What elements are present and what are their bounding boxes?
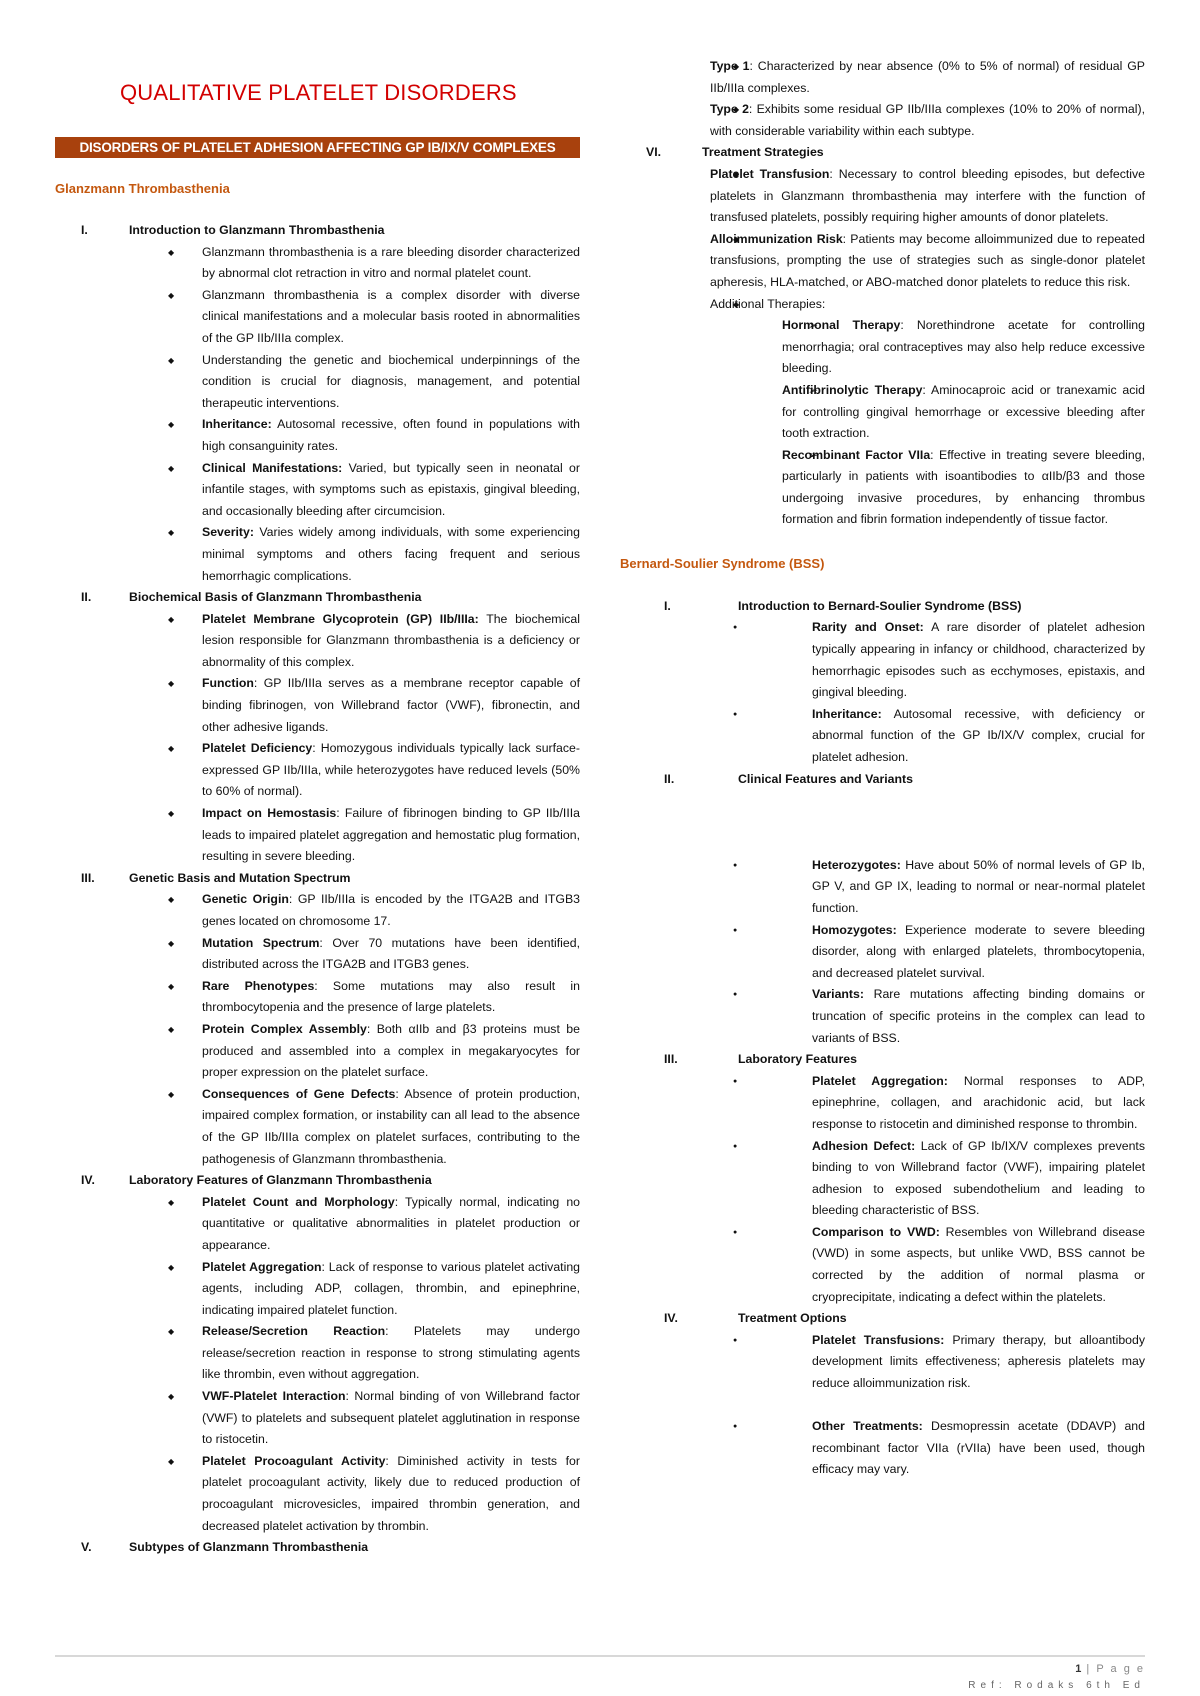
- list-item: ◆ Inheritance: Autosomal recessive, often found in populations with high consanguinity rates.: [55, 414, 580, 457]
- list-item: ◆ Platelet Count and Morphology: Typically normal, indicating no quantitative or qualitative abnormalities in platelet production or appearance.: [55, 1192, 580, 1257]
- section-heading-glanzmann: Glanzmann Thrombasthenia: [55, 181, 230, 196]
- gt-heading-2: II. Biochemical Basis of Glanzmann Thrombasthenia: [81, 590, 422, 605]
- gt-list-1: [55, 242, 580, 588]
- footer-divider: [55, 1655, 1145, 1657]
- gt-heading-4: IV. Laboratory Features of Glanzmann Thrombasthenia: [81, 1173, 432, 1188]
- gt-heading-6: VI. Treatment Strategies: [646, 145, 824, 160]
- bss-list-3: [620, 1071, 1145, 1309]
- list-item: ◆ Platelet Aggregation: Lack of response to various platelet activating agents, including ADP, collagen, thrombin, and epinephrine, indicating impaired platelet function.: [55, 1257, 580, 1322]
- list-item: ● Platelet Transfusions: Primary therapy, but alloantibody development limits effectiveness; apheresis platelets may reduce alloimmunization risk.: [620, 1330, 1145, 1395]
- bss-heading-2: II. Clinical Features and Variants: [664, 771, 913, 786]
- list-item: ◆ Platelet Deficiency: Homozygous individuals typically lack surface-expressed GP IIb/IIIa, while heterozygotes have reduced levels (50% to 60% of normal).: [55, 738, 580, 803]
- right-column: [620, 56, 1145, 1481]
- list-item: ● Comparison to VWD: Resembles von Willebrand disease (VWD) in some aspects, but unlike VWD, BSS cannot be corrected by the addition of normal plasma or cryoprecipitate, indicating a defect within the platelets.: [620, 1222, 1145, 1308]
- list-item: ◆ Type 2: Exhibits some residual GP IIb/IIIa complexes (10% to 20% of normal), with considerable variability within each subtype.: [620, 99, 1145, 142]
- bss-heading-3: III. Laboratory Features: [664, 1052, 857, 1067]
- list-item: ◆ Genetic Origin: GP IIb/IIIa is encoded by the ITGA2B and ITGB3 genes located on chromosome 17.: [55, 889, 580, 932]
- page-number: 1 | P a g e: [1075, 1663, 1145, 1675]
- gt-list-2: [55, 609, 580, 868]
- list-item: ◆ Consequences of Gene Defects: Absence of protein production, impaired complex formation, or instability can all lead to the absence of the GP IIb/IIIa complex on platelet surfaces, contributing to the pathogenesis of Glanzmann thrombasthenia.: [55, 1084, 580, 1170]
- list-item: ◆ Additional Therapies:: [620, 294, 1145, 316]
- gt-sublist-6: [620, 315, 1145, 531]
- list-item: ◆ Platelet Procoagulant Activity: Diminished activity in tests for platelet procoagulant activity, likely due to reduced production of procoagulant microvesicles, impaired thrombin generation, and decreased platelet activation by thrombin.: [55, 1451, 580, 1537]
- gt-list-4: [55, 1192, 580, 1538]
- list-item: ◆ Severity: Varies widely among individuals, with some experiencing minimal symptoms and others facing frequent and serious hemorrhagic complications.: [55, 522, 580, 587]
- list-item: ◆ Glanzmann thrombasthenia is a rare bleeding disorder characterized by abnormal clot retraction in vitro and normal platelet count.: [55, 242, 580, 285]
- bss-heading-1: I. Introduction to Bernard-Soulier Syndrome (BSS): [664, 598, 1022, 613]
- list-item: ◆ VWF-Platelet Interaction: Normal binding of von Willebrand factor (VWF) to platelets and subsequent platelet agglutination in response to ristocetin.: [55, 1386, 580, 1451]
- footer-reference: Ref: Rodaks 6th Ed: [968, 1680, 1145, 1691]
- list-item: ◆ Function: GP IIb/IIIa serves as a membrane receptor capable of binding fibrinogen, von Willebrand factor (VWF), fibronectin, and other adhesive ligands.: [55, 673, 580, 738]
- list-item: ◆ Platelet Transfusion: Necessary to control bleeding episodes, but defective platelets in Glanzmann thrombasthenia may interfere with the function of transfused platelets, possibly requiring higher amounts of donor platelets.: [620, 164, 1145, 229]
- list-item: ◆ Understanding the genetic and biochemical underpinnings of the condition is crucial for diagnosis, management, and potential therapeutic interventions.: [55, 350, 580, 415]
- list-item: ◆ Mutation Spectrum: Over 70 mutations have been identified, distributed across the ITGA2B and ITGB3 genes.: [55, 933, 580, 976]
- gt-heading-3: III. Genetic Basis and Mutation Spectrum: [81, 870, 351, 885]
- gt-heading-1: I. Introduction to Glanzmann Thrombasthenia: [81, 223, 385, 237]
- list-item: ◆ Impact on Hemostasis: Failure of fibrinogen binding to GP IIb/IIIa leads to impaired platelet aggregation and hemostatic plug formation, resulting in severe bleeding.: [55, 803, 580, 868]
- list-item: ◆ Type 1: Characterized by near absence (0% to 5% of normal) of residual GP IIb/IIIa complexes.: [620, 56, 1145, 99]
- gt-heading-5: V. Subtypes of Glanzmann Thrombasthenia: [81, 1540, 369, 1555]
- list-item: ● Rarity and Onset: A rare disorder of platelet adhesion typically appearing in infancy or childhood, characterized by hemorrhagic episodes such as ecchymoses, epistaxis, and gingival bleeding.: [620, 617, 1145, 703]
- list-item: ➢ Hormonal Therapy: Norethindrone acetate for controlling menorrhagia; oral contraceptives may also help reduce excessive bleeding.: [620, 315, 1145, 380]
- bss-list-1: [620, 617, 1145, 768]
- list-item: ➢ Recombinant Factor VIIa: Effective in treating severe bleeding, particularly in patients with isoantibodies to αIIb/β3 and those undergoing invasive procedures, by enhancing thrombus formation and fibrin formation independently of tissue factor.: [620, 445, 1145, 531]
- bss-heading-4: IV. Treatment Options: [664, 1311, 847, 1326]
- section-heading-bss: Bernard-Soulier Syndrome (BSS): [620, 555, 825, 571]
- list-item: ● Heterozygotes: Have about 50% of normal levels of GP Ib, GP V, and GP IX, leading to normal or near-normal platelet function.: [620, 855, 1145, 920]
- list-item: ● Inheritance: Autosomal recessive, with deficiency or abnormal function of the GP Ib/IX/V complex, crucial for platelet adhesion.: [620, 704, 1145, 769]
- list-item: ➢ Antifibrinolytic Therapy: Aminocaproic acid or tranexamic acid for controlling gingival hemorrhage or excessive bleeding after tooth extraction.: [620, 380, 1145, 445]
- list-item: ● Other Treatments: Desmopressin acetate (DDAVP) and recombinant factor VIIa (rVIIa) have been used, though efficacy may vary.: [620, 1416, 1145, 1481]
- gt-list-5: [620, 56, 1145, 142]
- list-item: ● Variants: Rare mutations affecting binding domains or truncation of specific proteins in the complex can lead to variants of BSS.: [620, 984, 1145, 1049]
- list-item: ◆ Rare Phenotypes: Some mutations may also result in thrombocytopenia and the presence of large platelets.: [55, 976, 580, 1019]
- gt-list-3: [55, 889, 580, 1170]
- bss-list-2: [620, 855, 1145, 1049]
- list-item: ● Homozygotes: Experience moderate to severe bleeding disorder, along with enlarged platelets, thrombocytopenia, and decreased platelet survival.: [620, 920, 1145, 985]
- list-item: ◆ Release/Secretion Reaction: Platelets may undergo release/secretion reaction in response to strong stimulating agents like thrombin, even without aggregation.: [55, 1321, 580, 1386]
- list-item: ◆ Protein Complex Assembly: Both αIIb and β3 proteins must be produced and assembled into a complex in megakaryocytes for proper expression on the platelet surface.: [55, 1019, 580, 1084]
- list-item: ◆ Glanzmann thrombasthenia is a complex disorder with diverse clinical manifestations and a molecular basis rooted in abnormalities of the GP IIb/IIIa complex.: [55, 285, 580, 350]
- list-item: ◆ Alloimmunization Risk: Patients may become alloimmunized due to repeated transfusions, prompting the use of strategies such as single-donor platelet apheresis, HLA-matched, or ABO-matched donor platelets to reduce this risk.: [620, 229, 1145, 294]
- list-item: ◆ Clinical Manifestations: Varied, but typically seen in neonatal or infantile stages, with symptoms such as epistaxis, gingival bleeding, and occasionally bleeding after circumcision.: [55, 458, 580, 523]
- section-banner: DISORDERS OF PLATELET ADHESION AFFECTING GP IB/IX/V COMPLEXES: [55, 137, 580, 158]
- left-column: [55, 220, 580, 1559]
- list-item: ● Platelet Aggregation: Normal responses to ADP, epinephrine, collagen, and arachidonic acid, but lack response to ristocetin and diminished response to thrombin.: [620, 1071, 1145, 1136]
- list-item: ◆ Platelet Membrane Glycoprotein (GP) IIb/IIIa: The biochemical lesion responsible for Glanzmann thrombasthenia is a deficiency or abnormality of this complex.: [55, 609, 580, 674]
- gt-list-6: [620, 164, 1145, 315]
- bss-list-4: [620, 1330, 1145, 1481]
- document-title: QUALITATIVE PLATELET DISORDERS: [120, 80, 517, 105]
- list-item: ● Adhesion Defect: Lack of GP Ib/IX/V complexes prevents binding to von Willebrand factor (VWF), impairing platelet adhesion to exposed subendothelium and leading to bleeding characteristic of BSS.: [620, 1136, 1145, 1222]
